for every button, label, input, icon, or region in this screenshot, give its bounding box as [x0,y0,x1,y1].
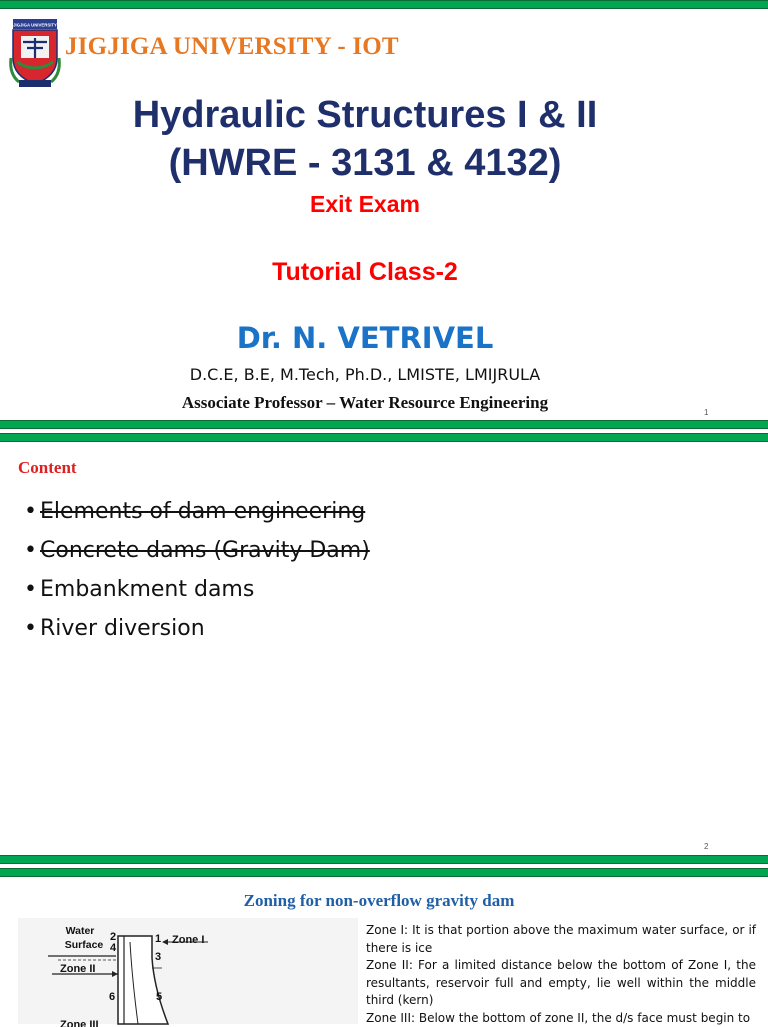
zone-2-text: Zone II: For a limited distance below the bottom of Zone I, the resultants, reservoir full and empty, lie well within the middle third (kern) [366,957,756,1010]
author-position: Associate Professor – Water Resource Engineering [0,393,730,413]
zone-2-label: Zone II [60,963,95,975]
slide2-bottom-bar [0,855,768,864]
tutorial-label: Tutorial Class-2 [0,258,730,287]
content-heading: Content [18,458,77,478]
point-4: 4 [110,942,117,954]
zone-3-label: Zone III [60,1019,99,1027]
slide1-bottom-bar [0,420,768,429]
course-title-line2: (HWRE - 3131 & 4132) [0,140,730,186]
course-title-line1: Hydraulic Structures I & II [0,92,730,138]
page-number-1: 1 [704,408,708,417]
list-item: • Concrete dams (Gravity Dam) [24,531,370,570]
point-2: 2 [110,931,116,943]
zone-1-text: Zone I: It is that portion above the maximum water surface, or if there is ice [366,922,756,957]
logo-text: JIGJIGA UNIVERSITY [13,23,57,28]
point-1: 1 [155,933,161,945]
gravity-dam-zoning-diagram [18,918,358,1024]
list-item: • Embankment dams [24,570,370,609]
zone-descriptions [366,922,756,1027]
author-name: Dr. N. VETRIVEL [0,321,730,355]
point-3: 3 [155,951,161,963]
point-6: 6 [109,991,115,1003]
slide2-top-bar [0,433,768,442]
university-logo [9,18,61,90]
list-item: • River diversion [24,609,370,648]
exam-subtitle: Exit Exam [0,191,730,218]
water-label-2: Surface [65,939,104,951]
water-label-1: Water [66,925,95,937]
zone-3-text: Zone III: Below the bottom of zone II, the d/s face must begin to [366,1010,756,1027]
page-number-2: 2 [704,842,708,851]
zoning-title: Zoning for non-overflow gravity dam [0,891,758,911]
content-list [24,492,370,648]
slide1-top-bar [0,0,768,9]
slide3-top-bar [0,868,768,877]
zone-1-label: Zone I [172,934,204,946]
point-5: 5 [156,991,162,1003]
university-name: JIGJIGA UNIVERSITY - IOT [65,33,399,61]
list-item: • Elements of dam engineering [24,492,370,531]
author-qualifications: D.C.E, B.E, M.Tech, Ph.D., LMISTE, LMIJRULA [0,365,730,384]
